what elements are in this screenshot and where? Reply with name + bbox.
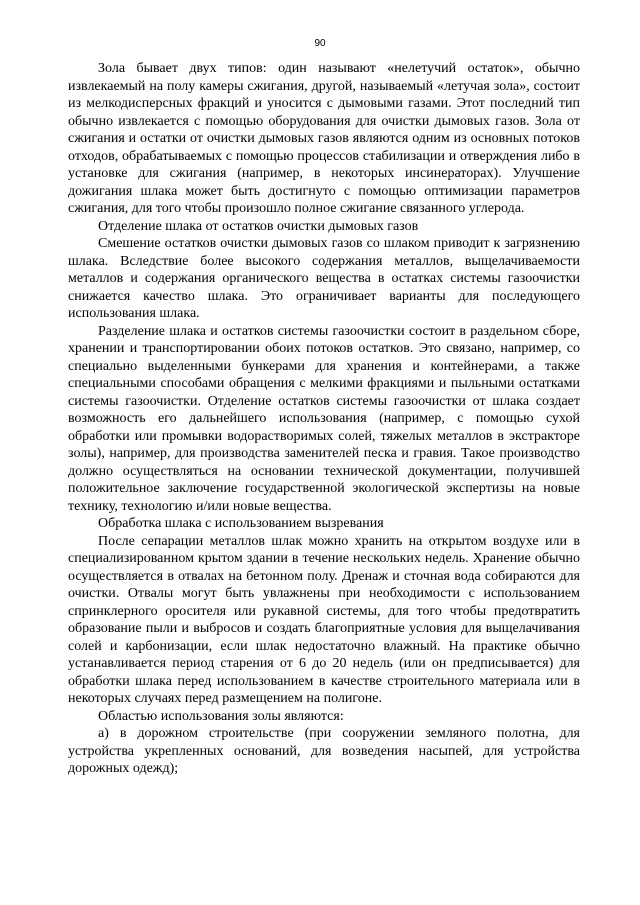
section-heading-ash-uses: Областью использования золы являются: — [98, 708, 344, 724]
section-heading-slag-ageing: Обработка шлака с использованием вызревания — [98, 516, 384, 531]
paragraph-mixing-residues: Смешение остатков очистки дымовых газов со шлаком приводит к загрязнению шлака. Вследствие более высокого содержания металлов, выщелачиваемости металлов и содержания органического вещества в остатках системы газоочистки снижается качество шлака. Это ограничивает варианты для последующего использования шлака. — [68, 236, 580, 321]
section-heading-slag-separation: Отделение шлака от остатков очистки дымовых газов — [98, 218, 419, 234]
paragraph-separation-details: Разделение шлака и остатков системы газоочистки состоит в раздельном сборе, хранении и транспортировании обоих потоков остатков. Это связано, например, со специально выделенными бункерами для хранения и контейнерами, а также специальными способами обращения с мелкими фракциями и пыльными остатками системы газоочистки. Отделение остатков системы газоочистки от шлака создает возможность его дальнейшего использования (например, с помощью сухой обработки или промывки водорастворимых солей, тяжелых металлов в экстракторе золы), например, для производства заменителей песка и гравия. Такое производство должно осуществляться на основании технической документации, получившей положительное заключение государственной экологической экспертизы на новые технику, технологию и/или новые вещества. — [68, 323, 580, 514]
paragraph-ash-types: Зола бывает двух типов: один называют «нелетучий остаток», обычно извлекаемый на полу камеры сжигания, другой, называемый «летучая зола», состоит из мелкодисперсных фракций и уносится с дымовыми газами. Этот последний тип обычно извлекается с помощью оборудования для очистки дымовых газов. Зола от сжигания и остатки от очистки дымовых газов являются одним из основных потоков отходов, обрабатываемых с помощью процессов стабилизации и отверждения либо в установке для сжигания (например, в некоторых инсинераторах). Улучшение дожигания шлака может быть достигнуто с помощью оптимизации параметров сжигания, для того чтобы произошло полное сжигание связанного углерода. — [68, 61, 580, 216]
paragraph-ageing-process: После сепарации металлов шлак можно хранить на открытом воздухе или в специализированном крытом здании в течение нескольких недель. Хранение обычно осуществляется в отвалах на бетонном полу. Дренаж и сточная вода собираются для очистки. Отвалы могут быть увлажнены при необходимости с использованием спринклерного оросителя или рукавной системы, для того чтобы предотвратить образование пыли и выбросов и создать благоприятные условия для выщелачивания солей и карбонизации, если шлак недостаточно влажный. На практике обычно устанавливается период старения от 6 до 20 недель (или он предписывается) для обработки шлака перед использованием в качестве строительного материала или в некоторых случаях перед размещением на полигоне. — [68, 533, 580, 706]
page-number: 90 — [314, 38, 326, 49]
body-text — [68, 60, 580, 778]
list-item-road-construction: а) в дорожном строительстве (при сооружении земляного полотна, для устройства укрепленных оснований, для возведения насыпей, для устройства дорожных одежд); — [68, 726, 580, 776]
